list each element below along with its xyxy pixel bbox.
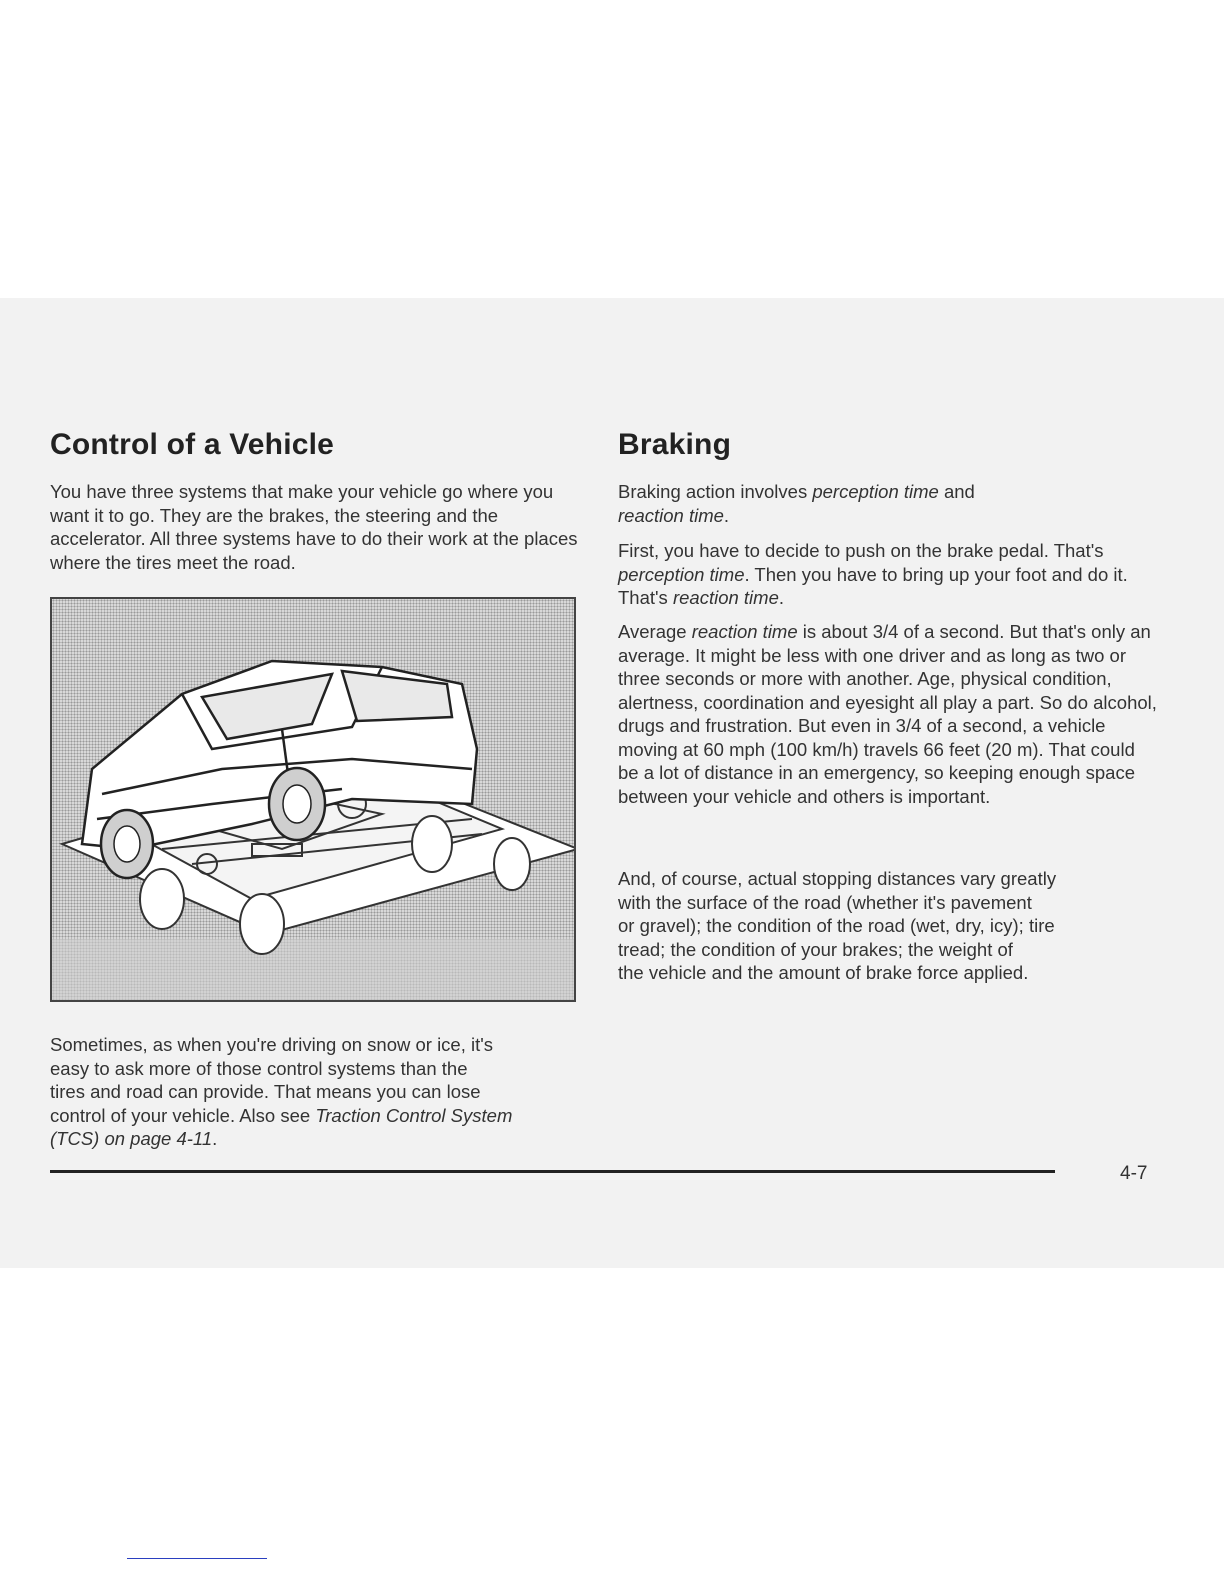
braking-intro-paragraph: Braking action involves perception time and reaction time. bbox=[618, 481, 975, 526]
section-heading-braking: Braking bbox=[618, 428, 732, 461]
page-number: 4-7 bbox=[1120, 1163, 1148, 1184]
stopping-distance-paragraph: And, of course, actual stopping distances vary greatly with the surface of the road (whether it's pavement or gravel); the condition of the road (wet, dry, icy); tire tread; the condition of your brakes; the weight of the vehicle and the amount of brake force applied. bbox=[618, 868, 1057, 983]
tcs-page-reference[interactable]: (TCS) on page 4-11 bbox=[50, 1128, 213, 1149]
control-warning-line-1: Sometimes, as when you're driving on snow or ice, it's bbox=[50, 1034, 494, 1055]
control-warning-line-4: control of your vehicle. Also see bbox=[50, 1104, 316, 1126]
bottom-link-underline bbox=[127, 1558, 267, 1559]
braking-reaction-paragraph: Average reaction time is about 3/4 of a second. But that's only an average. It might be less with one driver and as long as two or three seconds or more with another. Age, physical condition, alertness, coordination and eyesight all play a part. So do alcohol, drugs and frustration. But even in 3/4 of a second, a vehicle moving at 60 mph (100 km/h) travels 66 feet (20 m). That could be a lot of distance in an emergency, so keeping enough space between your vehicle and others is important. bbox=[618, 621, 1157, 807]
tcs-cross-reference[interactable]: Traction Control System bbox=[315, 1104, 513, 1126]
term-reaction-time: reaction time bbox=[618, 504, 724, 526]
term-perception-time: perception time bbox=[812, 481, 939, 502]
control-warning-line-3: tires and road can provide. That means you can lose bbox=[50, 1081, 481, 1102]
footer-rule bbox=[50, 1170, 1055, 1173]
control-warning-paragraph: Sometimes, as when you're driving on snow or ice, it's easy to ask more of those control systems than the tires and road can provide. That means you can lose control of your vehicle. Also see Traction Control System (TCS) on page 4-11. bbox=[50, 1034, 513, 1149]
control-intro-paragraph: You have three systems that make your vehicle go where you want it to go. They are the brakes, the steering and the accelerator. All three systems have to do their work at the places where the tires meet the road. bbox=[50, 481, 578, 573]
section-heading-control: Control of a Vehicle bbox=[50, 428, 335, 461]
vehicle-underbody-illustration bbox=[50, 597, 576, 1002]
control-warning-line-2: easy to ask more of those control systems than the bbox=[50, 1057, 468, 1079]
braking-perception-paragraph: First, you have to decide to push on the brake pedal. That's perception time. Then you have to bring up your foot and do it. That's reaction time. bbox=[618, 540, 1128, 608]
